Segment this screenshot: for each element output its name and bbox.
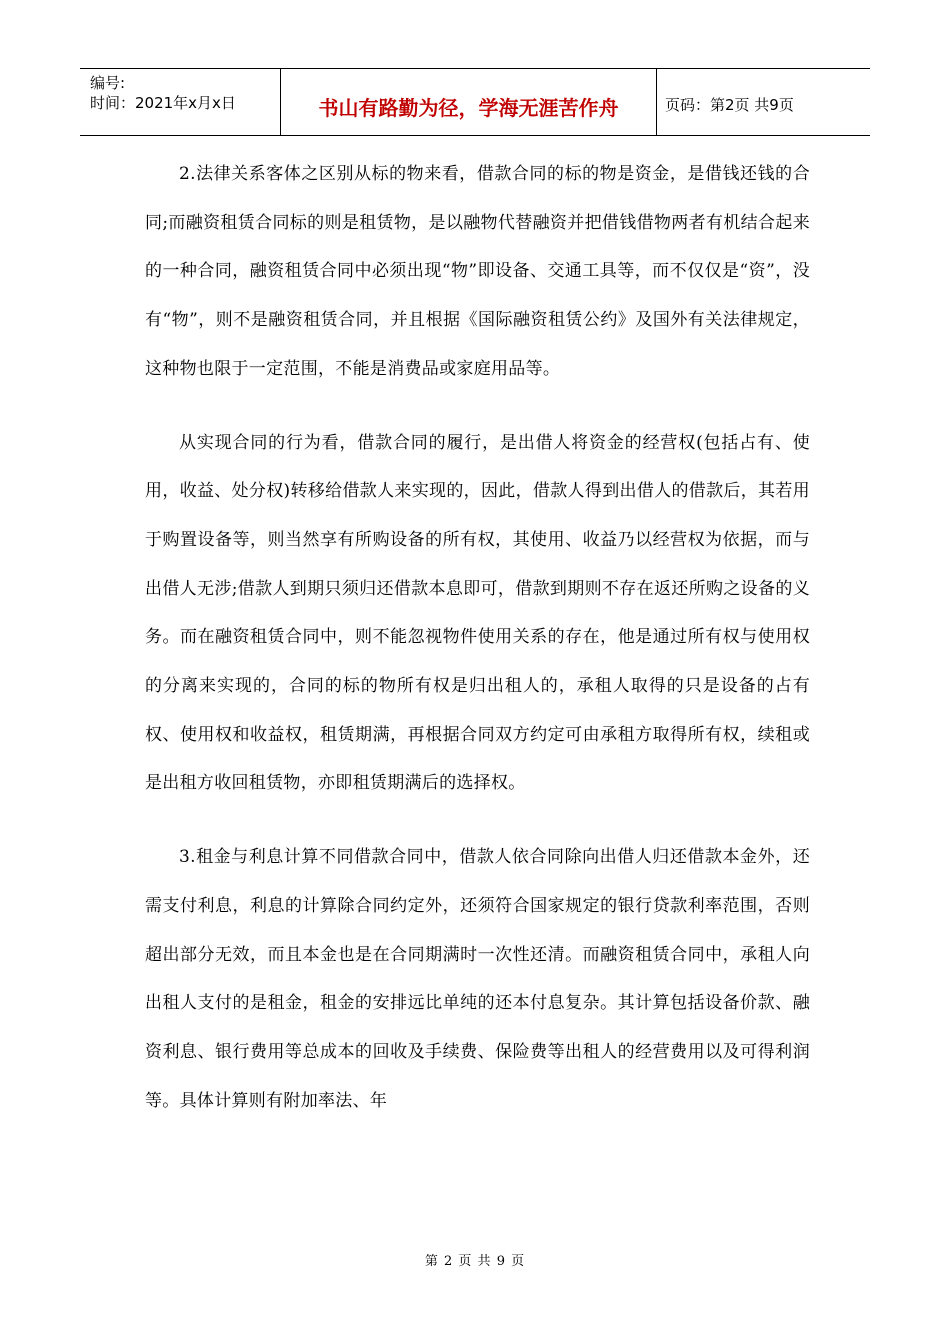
page-header bbox=[80, 68, 870, 136]
paragraph-3: 3.租金与利息计算不同借款合同中，借款人依合同除向出借人归还借款本金外，还需支付利息，利息的计算除合同约定外，还须符合国家规定的银行贷款利率范围，否则超出部分无效，而且本金也是在合同期满时一次性还清。而融资租赁合同中，承租人向出租人支付的是租金，租金的安排远比单纯的还本付息复杂。其计算包括设备价款、融资利息、银行费用等总成本的回收及手续费、保险费等出租人的经营费用以及可得利润等。具体计算则有附加率法、年 bbox=[145, 847, 810, 1111]
page-footer: 第 2 页 共 9 页 bbox=[424, 1254, 526, 1269]
paragraph-2: 从实现合同的行为看，借款合同的履行，是出借人将资金的经营权(包括占有、使用，收益、处分权)转移给借款人来实现的，因此，借款人得到出借人的借款后，其若用于购置设备等，则当然享有所购设备的所有权，其使用、收益乃以经营权为依据，而与出借人无涉;借款人到期只须归还借款本息即可，借款到期则不存在返还所购之设备的义务。而在融资租赁合同中，则不能忽视物件使用关系的存在，他是通过所有权与使用权的分离来实现的，合同的标的物所有权是归出租人的，承租人取得的只是设备的占有权、使用权和收益权，租赁期满，再根据合同双方约定可由承租方取得所有权，续租或是出租方收回租赁物，亦即租赁期满后的选择权。 bbox=[145, 432, 810, 794]
header-page-number: 页码：第2页 共9页 bbox=[665, 95, 794, 114]
header-meta bbox=[80, 69, 281, 135]
document-body bbox=[145, 150, 810, 1125]
paragraph-1: 2.法律关系客体之区别从标的物来看，借款合同的标的物是资金，是借钱还钱的合同;而融资租赁合同标的则是租赁物，是以融物代替融资并把借钱借物两者有机结合起来的一种合同，融资租赁合同中必须出现“物”即设备、交通工具等，而不仅仅是“资”，没有“物”，则不是融资租赁合同，并且根据《国际融资租赁公约》及国外有关法律规定，这种物也限于一定范围，不能是消费品或家庭用品等。 bbox=[145, 164, 810, 379]
document-number-label: 编号: bbox=[90, 74, 126, 92]
document-time-label: 时间：2021年x月x日 bbox=[90, 94, 236, 112]
header-motto: 书山有路勤为径，学海无涯苦作舟 bbox=[281, 69, 657, 135]
